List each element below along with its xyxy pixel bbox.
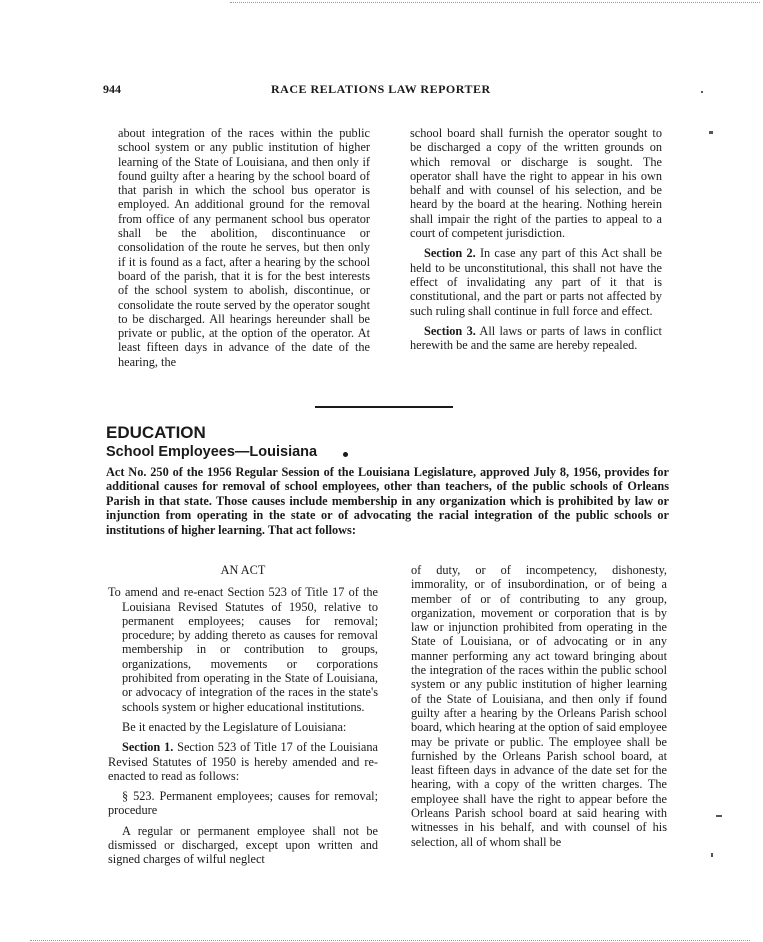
act-purpose: To amend and re-enact Section 523 of Title 17 of the Louisiana Revised Statutes of 1950, relative to permanent employees; causes for removal; procedure; by adding thereto as causes for removal membership in or contribution to groups, organizations, movements or corporations prohibited from operating in the State of Louisiana, or advocacy of integration of the races in the state's schools system or higher educational institutions.	[108, 585, 378, 714]
bullet-mark	[343, 452, 348, 457]
act-left-column	[108, 563, 378, 873]
act-right-text: of duty, or of incompetency, dishonesty, immorality, or of insubordination, or of being a member of or of contributing to any group, organization, movement or corporation that is by law or injunction prohibited from operating in the State of Louisiana, or of advocating or in any manner performing any act toward bringing about the integration of the races within the public school system or any public institution of higher learning of the State of Louisiana, and then only if found guilty after a hearing by the Orleans Parish school board, which hearing at the option of said employee may be private or public. The employee shall be furnished by the Orleans Parish school board, at least fifteen days in advance of the date set for the hearing, with a copy of the written charges. The employee shall have the right to appear before the Orleans Parish school board at said hearing with witnesses in his behalf, and with counsel of his selection, all of whom shall be	[411, 563, 667, 849]
scan-speck	[701, 91, 703, 93]
scan-edge-top	[230, 2, 760, 3]
section-1-text: Section 523 of Title 17 of the Louisiana Revised Statutes of 1950 is hereby amended and re-enacted to read as follows:	[108, 740, 378, 783]
page-header	[103, 82, 663, 98]
act-title: AN ACT	[220, 563, 266, 577]
section-1-label: Section 1.	[122, 740, 174, 755]
section-2-text: In case any part of this Act shall be held to be unconstitutional, this shall not have the effect of invalidating any part of it that is constitutional, and the part or parts not affected by such ruling shall continue in full force and effect.	[410, 246, 662, 318]
scan-speck	[709, 131, 713, 134]
section-3-text: All laws or parts of laws in conflict herewith be and the same are hereby repealed.	[410, 323, 662, 353]
scan-edge-bottom	[30, 940, 750, 941]
running-title: RACE RELATIONS LAW REPORTER	[271, 82, 491, 96]
section-2-paragraph	[410, 246, 662, 317]
subsection-start: A regular or permanent employee shall not be dismissed or discharged, except upon written and signed charges of wilful neglect	[108, 823, 378, 867]
section-heading: EDUCATION	[106, 423, 206, 442]
scan-speck	[711, 853, 713, 857]
continuation-left-column	[118, 126, 370, 375]
continuation-right-column	[410, 126, 662, 358]
continuation-right-text: school board shall furnish the operator sought to be discharged a copy of the written grounds on which removal or discharge is sought. The operator shall have the right to appear in his own behalf and with counsel of his selection, and be heard by the board at the hearing. Nothing herein shall impair the right of the parties to appeal to a court of competent jurisdiction.	[410, 126, 662, 241]
act-right-column	[411, 563, 667, 855]
act-summary: Act No. 250 of the 1956 Regular Session of the Louisiana Legislature, approved July 8, 1956, provides for additional causes for removal of school employees, other than teachers, of the public schools of Orleans Parish in that state. Those causes include membership in any organization which is prohibited by law or injunction from operating in the state or of advocating the racial integration of the public schools or institutions of higher learning. That act follows:	[106, 465, 669, 537]
section-3-label: Section 3.	[424, 323, 476, 338]
section-subheading: School Employees—Louisiana	[106, 444, 318, 460]
section-1-paragraph	[108, 740, 378, 783]
continuation-left-text: about integration of the races within the public school system or any public institution of higher learning of the State of Louisiana, and then only if found guilty after a hearing by the school board of that parish in which the school bus operator is employed. An additional ground for the removal from office of any permanent school bus operator shall be the abolition, discontinuance or consolidation of the route he serves, but then only if it is found as a fact, after a hearing by the school board of the parish, that it is for the best interests of the school system to abolish, discontinue, or consolidate the route served by the operator sought to be discharged. All hearings hereunder shall be private or public, at the option of the operator. At least fifteen days in advance of the date of the hearing, the	[118, 126, 370, 369]
enacting-clause: Be it enacted by the Legislature of Louisiana:	[122, 719, 347, 734]
section-divider	[315, 406, 453, 408]
subsection-title: § 523. Permanent employees; causes for removal; procedure	[108, 789, 378, 818]
section-3-paragraph	[410, 324, 662, 353]
section-2-label: Section 2.	[424, 246, 476, 261]
scan-speck	[716, 815, 722, 817]
page-number: 944	[103, 82, 121, 96]
